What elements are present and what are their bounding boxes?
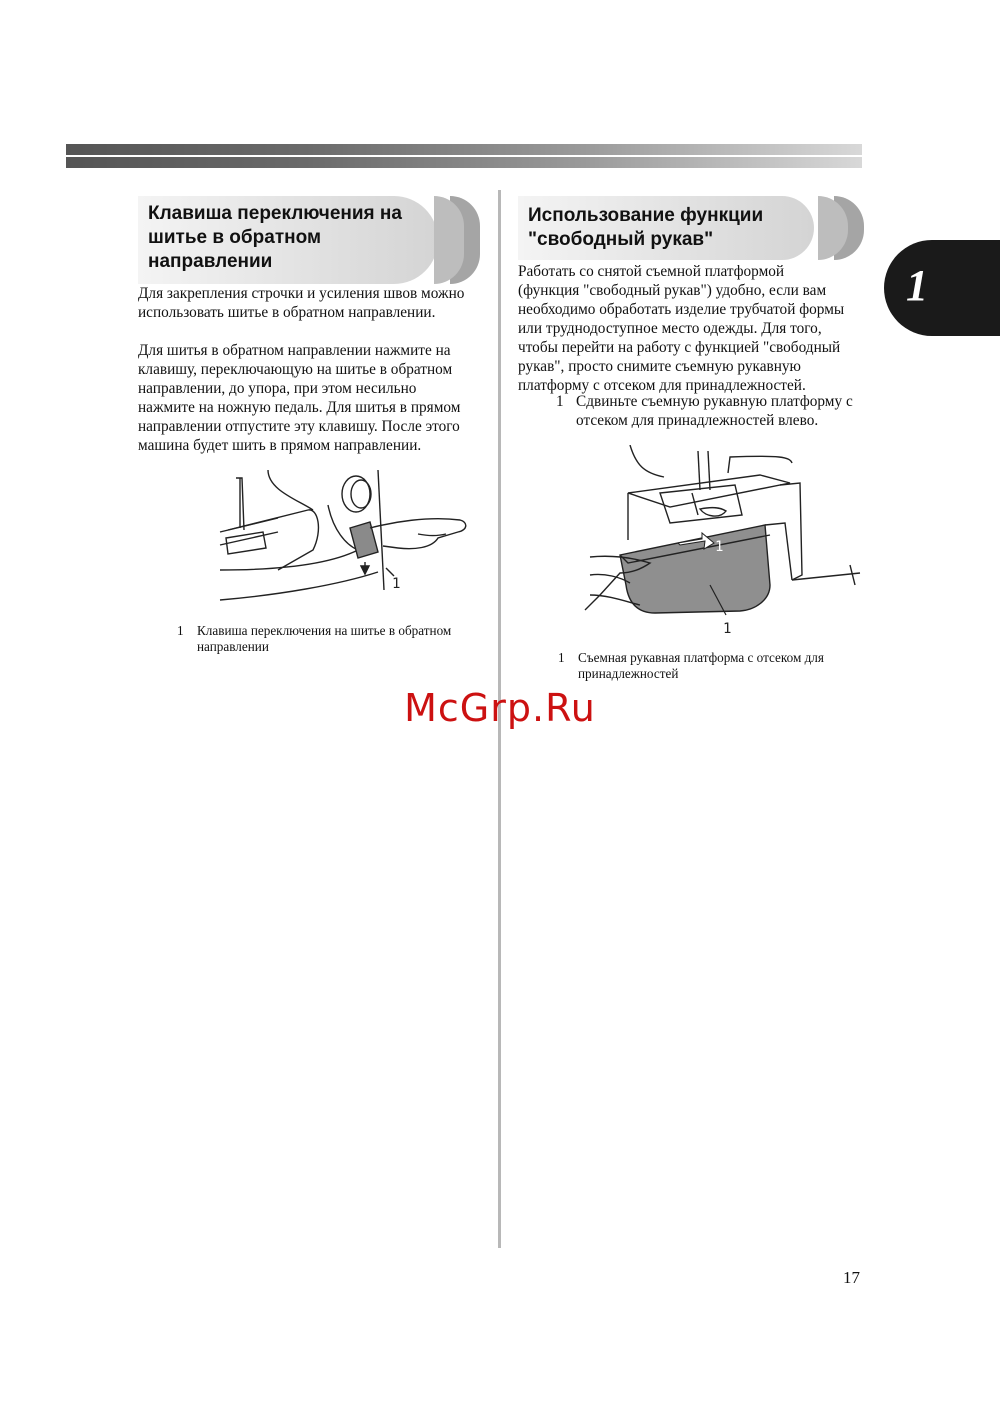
left-section-heading	[138, 196, 438, 284]
free-arm-illustration	[580, 445, 865, 645]
left-paragraph-1: Для закрепления строчки и усиления швов можно использовать шитье в обратном направлении.	[138, 285, 465, 321]
right-section-heading	[518, 196, 814, 260]
chapter-number: 1	[906, 261, 928, 310]
chapter-tab	[884, 240, 1000, 336]
right-step-1: 1 Сдвиньте съемную рукавную платформу с отсеком для принадлежностей влево.	[556, 393, 853, 429]
right-figure-caption: 1 Съемная рукавная платформа с отсеком для принадлежностей	[558, 650, 824, 681]
right-figure-callout: 1	[723, 621, 732, 637]
left-heading-text: Клавиша переключения на шитье в обратном направлении	[148, 203, 402, 272]
header-bar	[66, 144, 862, 168]
left-figure-callout: 1	[392, 576, 401, 592]
right-heading-text: Использование функции "свободный рукав"	[528, 205, 764, 250]
watermark: McGrp.Ru	[404, 686, 596, 730]
reverse-lever-illustration	[218, 470, 488, 615]
page-number: 17	[843, 1268, 860, 1287]
right-figure-callout-arrow: 1	[715, 539, 724, 555]
right-paragraph-1: Работать со снятой съемной платформой (функция "свободный рукав") удобно, если вам необходимо обработать изделие трубчатой формы или труднодоступное место одежды. Для того, чтобы перейти на работу с функцией "свободный рукав", просто снимите съемную рукавную платформу с отсеком для принадлежностей.	[518, 263, 845, 394]
left-paragraph-2: Для шитья в обратном направлении нажмите на клавишу, переключающую на шитье в обратном направлении, до упора, при этом несильно нажмите на ножную педаль. Для шитья в прямом направлении отпустите эту клавишу. После этого машина будет шить в прямом направлении.	[138, 342, 461, 454]
left-figure-caption: 1 Клавиша переключения на шитье в обратном направлении	[177, 623, 452, 654]
